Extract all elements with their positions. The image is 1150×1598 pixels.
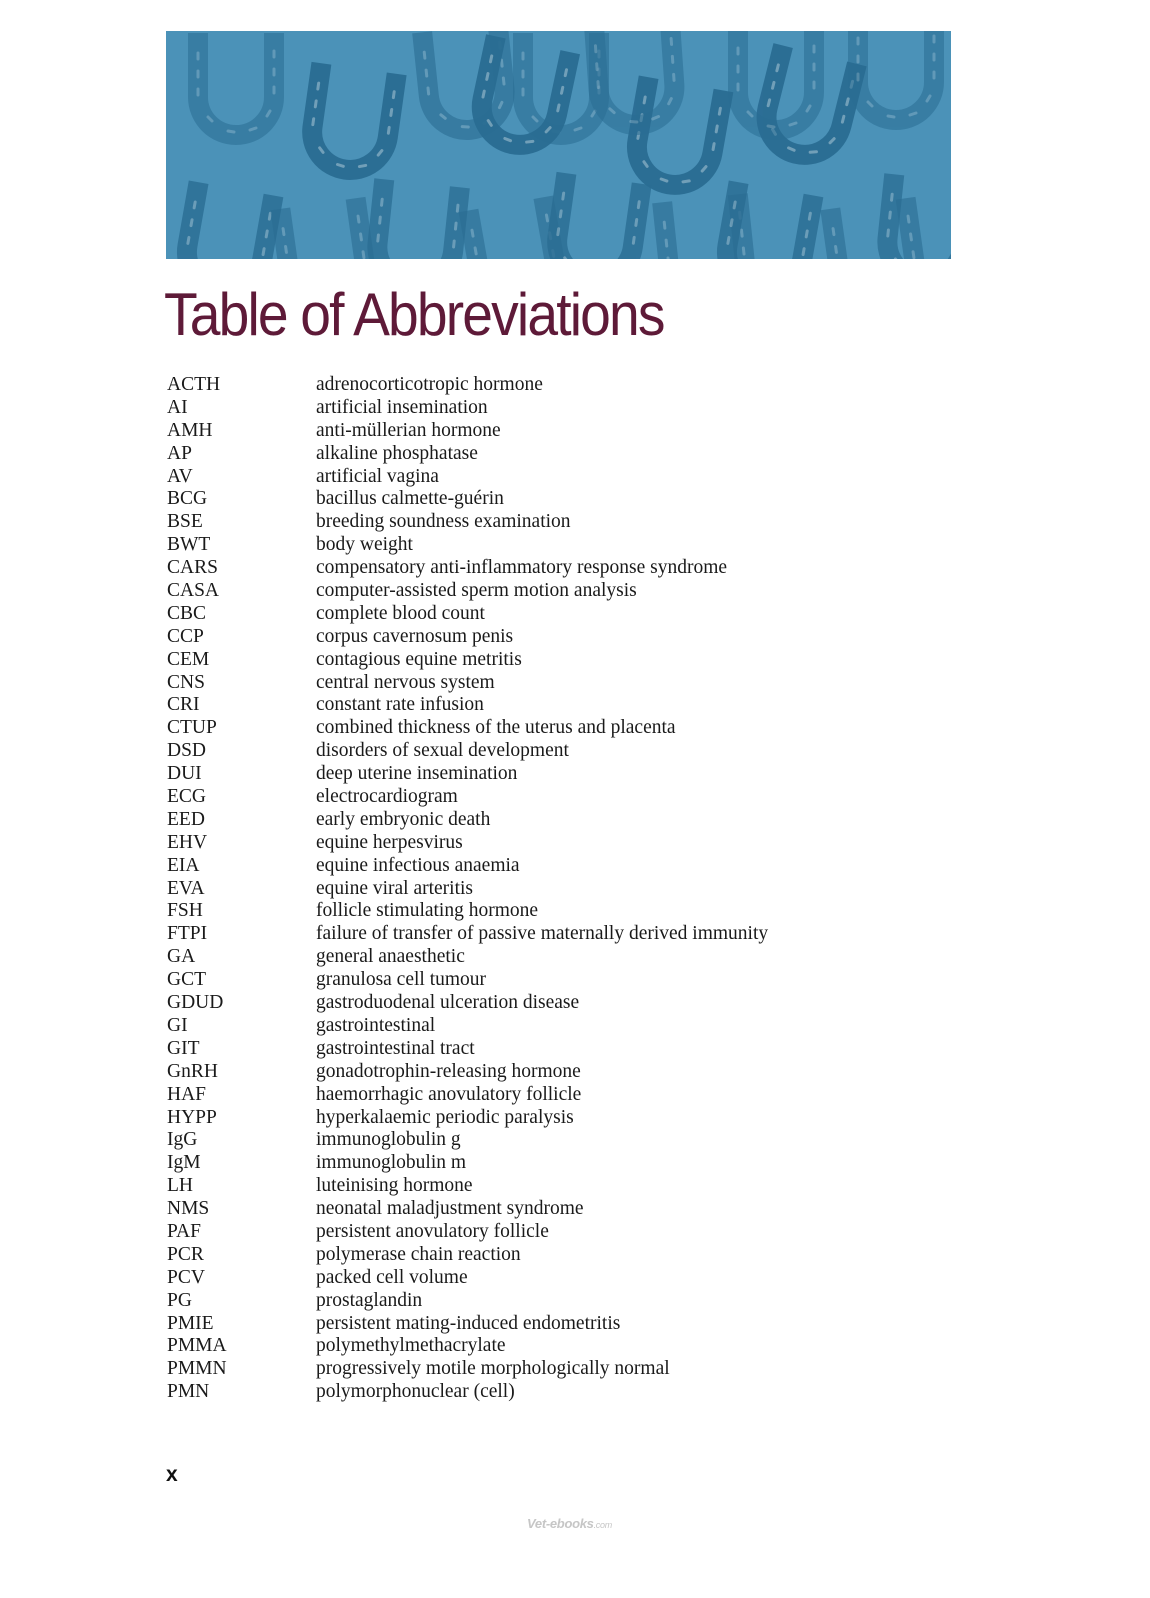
abbreviation-term: CRI — [167, 694, 200, 716]
abbreviation-term: NMS — [167, 1198, 210, 1220]
abbreviation-definition: artificial vagina — [316, 465, 439, 487]
abbreviation-term: PCV — [167, 1266, 205, 1288]
horseshoe-icon — [282, 208, 370, 259]
abbreviation-term: AI — [167, 396, 188, 418]
horseshoe-icon — [307, 73, 395, 175]
abbreviation-term: BCG — [167, 488, 208, 510]
abbreviation-definition: bacillus calmette-guérin — [316, 488, 504, 510]
abbreviation-definition: neonatal maladjustment syndrome — [316, 1198, 584, 1220]
abbreviation-definition: equine viral arteritis — [316, 877, 474, 899]
abbreviation-term: CCP — [167, 625, 204, 647]
page-number: x — [166, 1463, 178, 1486]
abbreviation-definition: immunoglobulin g — [316, 1129, 461, 1151]
abbreviation-definition: computer-assisted sperm motion analysis — [316, 580, 637, 602]
abbreviation-term: PMIE — [167, 1312, 214, 1334]
horseshoe-icon — [181, 192, 272, 259]
abbreviation-term: GCT — [167, 969, 206, 991]
abbreviation-definition: gastrointestinal — [316, 1014, 436, 1036]
horseshoe-icon — [374, 189, 459, 259]
abbreviation-term: PG — [167, 1289, 192, 1311]
abbreviation-definition: packed cell volume — [316, 1266, 468, 1288]
abbreviation-definition: polymethylmethacrylate — [316, 1335, 506, 1357]
abbreviation-term: IgG — [167, 1129, 198, 1151]
abbreviation-definition: gonadotrophin-releasing hormone — [316, 1060, 581, 1082]
horseshoe-icon — [470, 207, 561, 259]
abbreviation-definition: prostaglandin — [316, 1289, 423, 1311]
abbreviation-definition: gastrointestinal tract — [316, 1037, 475, 1059]
horseshoe-pattern-icon — [166, 31, 951, 259]
abbreviation-definition: body weight — [316, 534, 413, 556]
abbreviation-term: GnRH — [167, 1060, 218, 1082]
abbreviation-term: GDUD — [167, 992, 224, 1014]
abbreviation-definition: combined thickness of the uterus and placenta — [316, 717, 676, 739]
abbreviation-definition: corpus cavernosum penis — [316, 625, 514, 647]
abbreviation-term: PMMA — [167, 1335, 227, 1357]
header-banner — [166, 31, 951, 259]
horseshoe-icon — [198, 43, 274, 135]
abbreviation-definition: disorders of sexual development — [316, 740, 569, 762]
abbreviation-definition: progressively motile morphologically normal — [316, 1358, 670, 1380]
abbreviation-definition: equine infectious anaemia — [316, 854, 520, 876]
watermark-suffix: .com — [593, 1520, 612, 1530]
abbreviation-definition: central nervous system — [316, 671, 495, 693]
abbreviation-definition: polymerase chain reaction — [316, 1243, 521, 1265]
abbreviation-term: EVA — [167, 877, 205, 899]
abbreviation-definition: artificial insemination — [316, 396, 488, 418]
abbreviation-definition: granulosa cell tumour — [316, 969, 487, 991]
abbreviation-term: CNS — [167, 671, 205, 693]
abbreviation-term: CEM — [167, 648, 210, 670]
abbreviation-term: AMH — [167, 419, 213, 441]
abbreviation-definition: early embryonic death — [316, 808, 491, 830]
abbreviation-term: DUI — [167, 763, 202, 785]
abbreviation-term: GA — [167, 946, 196, 968]
abbreviation-term: LH — [167, 1175, 193, 1197]
abbreviation-term: FSH — [167, 900, 203, 922]
abbreviation-term: PMMN — [167, 1358, 227, 1380]
watermark-text: Vet-ebooks — [527, 1516, 594, 1531]
abbreviation-term: EHV — [167, 831, 208, 853]
abbreviation-definition: breeding soundness examination — [316, 511, 571, 533]
abbreviation-term: ECG — [167, 786, 206, 808]
abbreviation-definition: electrocardiogram — [316, 786, 458, 808]
abbreviation-definition: equine herpesvirus — [316, 831, 463, 853]
abbreviation-term: HYPP — [167, 1106, 217, 1128]
abbreviation-term: GI — [167, 1014, 188, 1036]
abbreviation-definition: adrenocorticotropic hormone — [316, 374, 543, 395]
abbreviation-definition: anti-müllerian hormone — [316, 419, 501, 441]
abbreviation-term: PCR — [167, 1243, 204, 1265]
abbreviation-term: EED — [167, 808, 205, 830]
abbreviation-term: AV — [167, 465, 193, 487]
abbreviation-definition: persistent mating-induced endometritis — [316, 1312, 621, 1334]
abbreviation-definition: luteinising hormone — [316, 1175, 473, 1197]
abbreviation-definition: deep uterine insemination — [316, 763, 518, 785]
abbreviation-term: AP — [167, 442, 192, 464]
horseshoe-icon — [832, 208, 920, 259]
abbreviation-term: DSD — [167, 740, 207, 762]
abbreviation-definition: polymorphonuclear (cell) — [316, 1381, 515, 1403]
abbreviation-definition: hyperkalaemic periodic paralysis — [316, 1106, 574, 1128]
abbreviation-definition: compensatory anti-inflammatory response syndrome — [316, 557, 728, 579]
abbreviation-term: PAF — [167, 1220, 201, 1242]
abbreviation-definition: constant rate infusion — [316, 694, 484, 716]
abbreviation-term: CASA — [167, 580, 220, 602]
horseshoe-icon — [552, 183, 640, 259]
page-title: Table of Abbreviations — [164, 281, 664, 348]
abbreviation-definition: complete blood count — [316, 602, 485, 624]
abbreviation-term: HAF — [167, 1083, 207, 1105]
horseshoe-icon — [721, 192, 812, 259]
abbreviation-term: CARS — [167, 557, 218, 579]
abbreviation-term: CTUP — [167, 717, 217, 739]
abbreviation-term: GIT — [167, 1037, 200, 1059]
abbreviation-definition: gastroduodenal ulceration disease — [316, 992, 580, 1014]
abbreviation-definition: haemorrhagic anovulatory follicle — [316, 1083, 582, 1105]
abbreviation-term: PMN — [167, 1381, 210, 1403]
abbreviation-term: BWT — [167, 534, 211, 556]
abbreviation-definition: follicle stimulating hormone — [316, 900, 539, 922]
abbreviation-term: ACTH — [167, 374, 221, 395]
abbreviation-term: CBC — [167, 602, 207, 624]
abbreviation-definition: contagious equine metritis — [316, 648, 522, 670]
abbreviation-definition: general anaesthetic — [316, 946, 465, 968]
abbreviation-term: FTPI — [167, 923, 208, 945]
abbreviation-definition: immunoglobulin m — [316, 1152, 467, 1174]
watermark-logo — [527, 1516, 612, 1531]
abbreviation-term: EIA — [167, 854, 200, 876]
abbreviation-term: IgM — [167, 1152, 201, 1174]
abbreviation-definition: alkaline phosphatase — [316, 442, 478, 464]
horseshoe-icon — [858, 31, 934, 120]
abbreviation-definition: failure of transfer of passive maternally derived immunity — [316, 923, 769, 945]
abbreviation-term: BSE — [167, 511, 203, 533]
abbreviation-definition: persistent anovulatory follicle — [316, 1220, 549, 1242]
